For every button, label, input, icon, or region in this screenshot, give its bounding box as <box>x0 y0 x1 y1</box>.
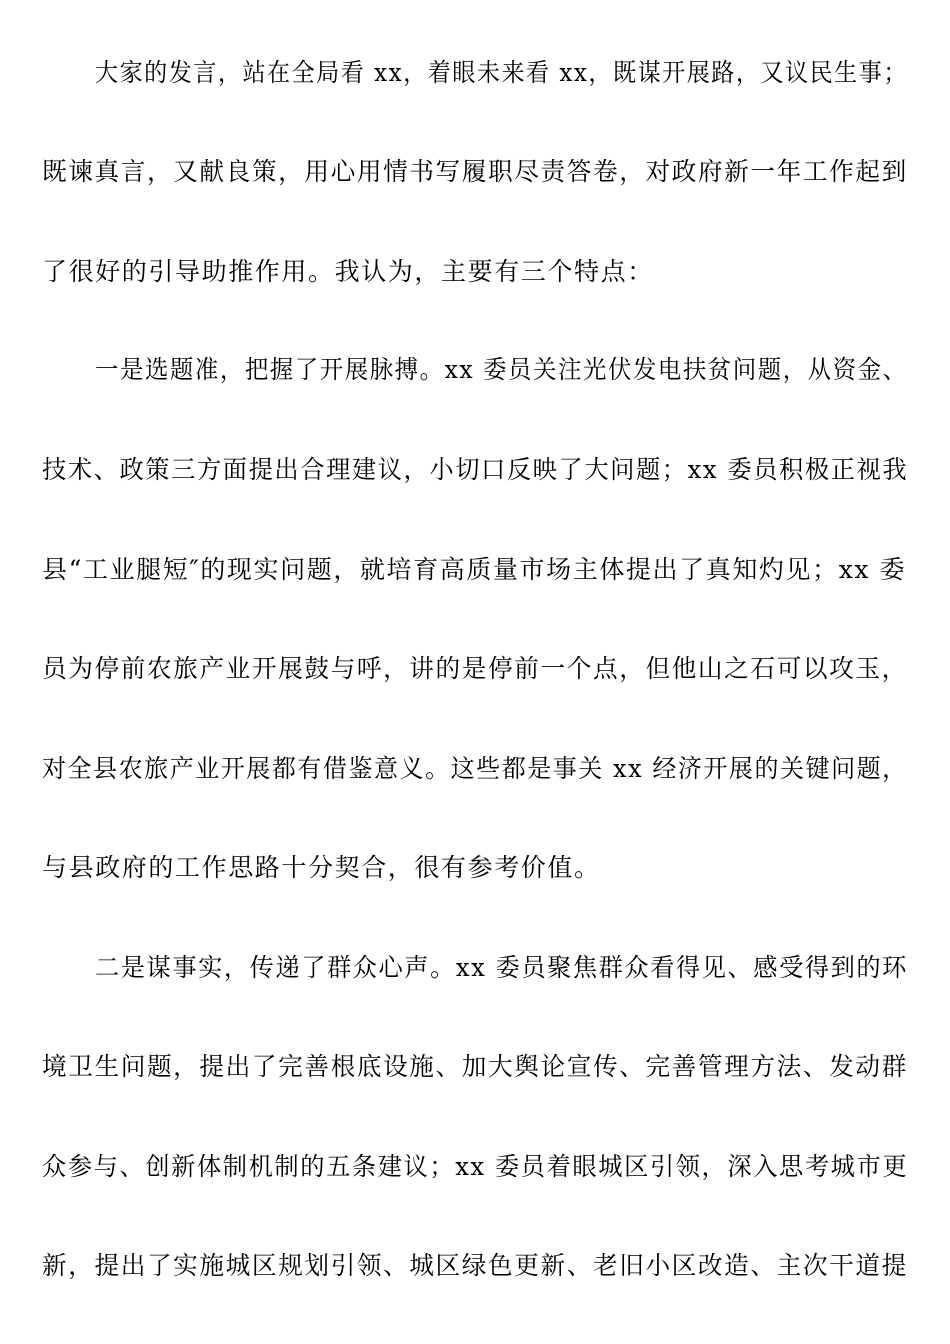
text-line-11: 境卫生问题，提出了完善根底设施、加大舆论宣传、完善管理方法、发动群 <box>42 1052 908 1081</box>
text-line-3: 了很好的引导助推作用。我认为，主要有三个特点： <box>42 257 654 286</box>
text-line-4: 一是选题准，把握了开展脉搏。xx 委员关注光伏发电扶贫问题，从资金、 <box>95 355 908 384</box>
text-line-7: 员为停前农旅产业开展鼓与呼，讲的是停前一个点，但他山之石可以攻玉， <box>42 654 908 683</box>
text-line-8: 对全县农旅产业开展都有借鉴意义。这些都是事关 xx 经济开展的关键问题， <box>42 754 908 783</box>
text-line-5: 技术、政策三方面提出合理建议，小切口反映了大问题；xx 委员积极正视我 <box>42 455 909 484</box>
text-line-1: 大家的发言，站在全局看 xx，着眼未来看 xx，既谋开展路，又议民生事； <box>95 58 908 87</box>
text-line-9: 与县政府的工作思路十分契合，很有参考价值。 <box>42 853 601 882</box>
text-line-2: 既谏真言，又献良策，用心用情书写履职尽责答卷，对政府新一年工作起到 <box>42 157 908 186</box>
text-line-10: 二是谋事实，传递了群众心声。xx 委员聚焦群众看得见、感受得到的环 <box>95 953 908 982</box>
text-line-6: 县“工业腿短″的现实问题，就培育高质量市场主体提出了真知灼见；xx 委 <box>42 555 907 584</box>
text-line-13: 新，提出了实施城区规划引领、城区绿色更新、老旧小区改造、主次干道提 <box>42 1251 908 1280</box>
text-line-12: 众参与、创新体制机制的五条建议；xx 委员着眼城区引领，深入思考城市更 <box>42 1152 909 1181</box>
